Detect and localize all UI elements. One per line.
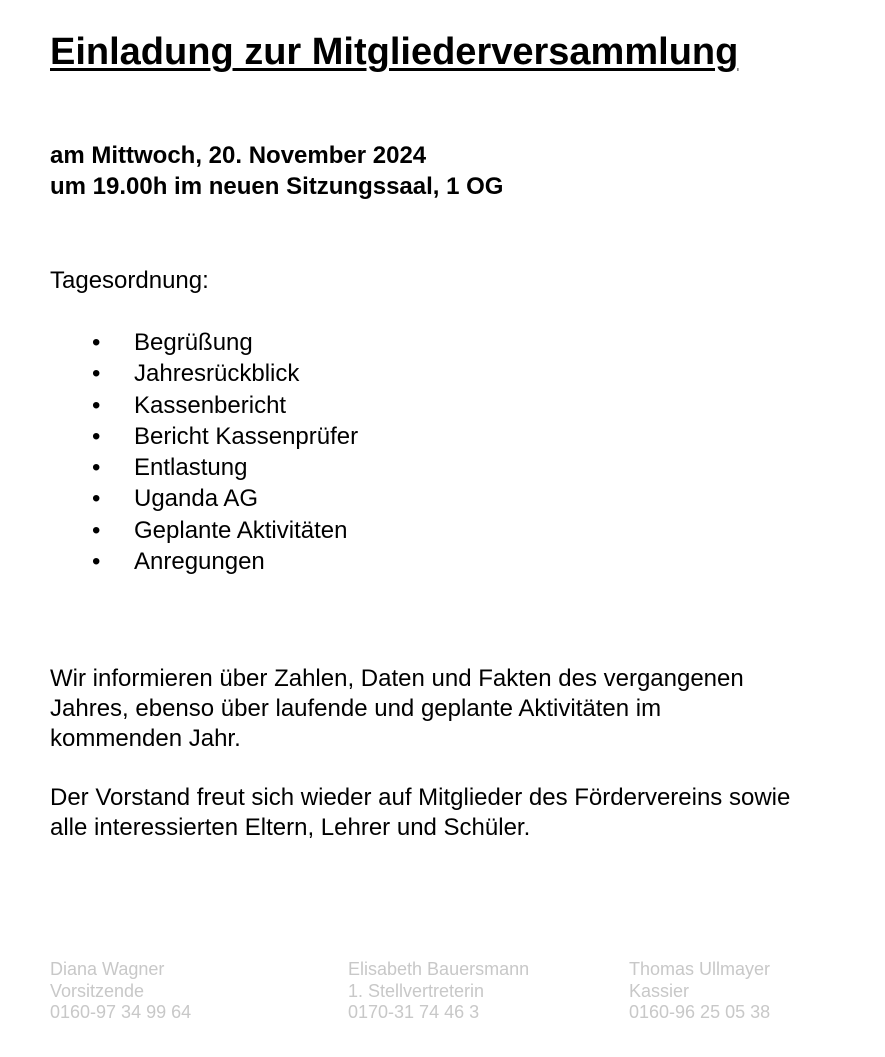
contact-name: Diana Wagner: [50, 959, 165, 979]
agenda-item: [0, 483, 358, 514]
agenda-item: [0, 452, 358, 483]
bullet-icon: •: [92, 329, 101, 356]
agenda-item-label: Entlastung: [134, 454, 248, 482]
document-title: Einladung zur Mitgliederversammlung: [50, 31, 739, 73]
contact-phone: 0170-31 74 46 3: [348, 1002, 480, 1022]
event-date: am Mittwoch, 20. November 2024: [50, 142, 427, 169]
agenda-item-label: Jahresrückblick: [134, 360, 300, 388]
agenda-item-label: Uganda AG: [134, 485, 259, 513]
bullet-icon: •: [92, 548, 101, 576]
footer-contact: [50, 959, 191, 1024]
footer-contact: [348, 959, 529, 1024]
agenda-item-label: Anregungen: [134, 548, 265, 576]
agenda-item: [0, 515, 358, 546]
footer-contact: [629, 959, 770, 1024]
paragraph-line: alle interessierten Eltern, Lehrer und Schüler.: [50, 814, 531, 841]
contact-role: Vorsitzende: [50, 980, 145, 1001]
info-paragraph: [50, 664, 860, 754]
bullet-icon: •: [92, 454, 101, 482]
agenda-item: [0, 546, 358, 577]
contact-name: Elisabeth Bauersmann: [348, 959, 530, 979]
bullet-icon: •: [92, 391, 101, 419]
agenda-list: [0, 327, 358, 577]
contact-role: Kassier: [629, 980, 690, 1001]
contact-role: 1. Stellvertreterin: [348, 980, 485, 1001]
paragraph-line: Jahres, ebenso über laufende und geplante Aktivitäten im: [50, 695, 662, 722]
agenda-item-label: Geplante Aktivitäten: [134, 516, 348, 544]
event-details: [50, 140, 503, 202]
bullet-icon: •: [92, 360, 101, 388]
agenda-item-label: Kassenbericht: [134, 391, 287, 419]
bullet-icon: •: [92, 485, 101, 513]
event-time-place: um 19.00h im neuen Sitzungssaal, 1 OG: [50, 173, 504, 200]
agenda-item: [0, 390, 358, 421]
agenda-item: [0, 421, 358, 452]
agenda-item-label: Begrüßung: [134, 329, 253, 356]
bullet-icon: •: [92, 422, 101, 450]
contact-phone: 0160-97 34 99 64: [50, 1002, 192, 1022]
paragraph-line: Wir informieren über Zahlen, Daten und Fakten des vergangenen: [50, 665, 744, 692]
contact-phone: 0160-96 25 05 38: [629, 1002, 771, 1022]
agenda-heading: Tagesordnung:: [50, 267, 209, 294]
agenda-item: [0, 358, 358, 389]
agenda-item: [0, 327, 358, 358]
paragraph-line: kommenden Jahr.: [50, 725, 241, 752]
contact-name: Thomas Ullmayer: [629, 959, 771, 979]
invitation-paragraph: [50, 783, 860, 843]
paragraph-line: Der Vorstand freut sich wieder auf Mitglieder des Fördervereins sowie: [50, 784, 791, 811]
agenda-item-label: Bericht Kassenprüfer: [134, 422, 359, 450]
bullet-icon: •: [92, 516, 101, 544]
